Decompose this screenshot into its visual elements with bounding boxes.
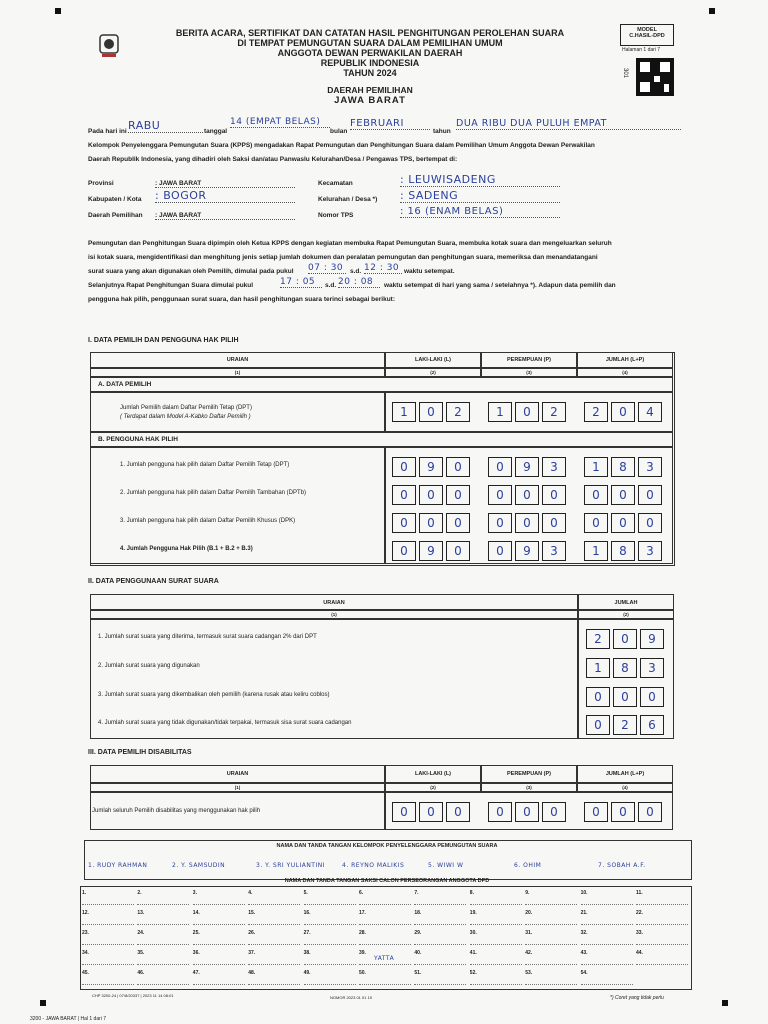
col-jumlah: JUMLAH xyxy=(614,600,638,606)
saksi-cell[interactable]: 40. xyxy=(414,950,466,965)
dpt-row-label: Jumlah Pemilih dalam Daftar Pemilih Tetap (DPT) xyxy=(120,405,252,411)
digit-box[interactable]: 0 xyxy=(488,513,512,533)
saksi-cell[interactable]: 1. xyxy=(82,890,134,905)
digit-box[interactable]: 0 xyxy=(611,802,635,822)
saksi-cell[interactable]: 39. xyxy=(359,950,411,965)
digit-box[interactable]: 0 xyxy=(446,457,470,477)
saksi-cell[interactable]: 42. xyxy=(525,950,577,965)
saksi-cell[interactable]: 20. xyxy=(525,910,577,925)
digit-box[interactable]: 0 xyxy=(392,513,416,533)
digit-box[interactable]: 0 xyxy=(446,513,470,533)
digit-box[interactable]: 0 xyxy=(392,541,416,561)
b1-digits[interactable] xyxy=(392,457,473,477)
col-uraian: URAIAN xyxy=(323,600,345,606)
saksi-cell[interactable]: 16. xyxy=(304,910,356,925)
col-number: (2) xyxy=(430,370,436,375)
month-label: bulan xyxy=(330,128,348,135)
b2-digits[interactable] xyxy=(392,485,473,505)
dapil-value: : JAWA BARAT xyxy=(155,212,295,220)
provinsi-value: : JAWA BARAT xyxy=(155,180,295,188)
saksi-cell[interactable]: 24. xyxy=(137,930,189,945)
digit-box[interactable]: 0 xyxy=(419,402,443,422)
digit-box[interactable]: 2 xyxy=(446,402,470,422)
digit-box[interactable]: 0 xyxy=(419,802,443,822)
saksi-cell[interactable]: 25. xyxy=(193,930,245,945)
kabupaten-value[interactable]: : BOGOR xyxy=(155,189,295,203)
saksi-cell[interactable]: 22. xyxy=(636,910,688,925)
intro-line xyxy=(88,117,688,139)
kpps-member-2: 2. Y. SAMSUDIN xyxy=(172,862,226,869)
procedure-text: waktu setempat. xyxy=(404,268,455,275)
start-time-2[interactable]: 17 : 05 xyxy=(280,277,322,288)
saksi-cell[interactable]: 33. xyxy=(636,930,688,945)
digit-box[interactable]: 0 xyxy=(586,687,610,707)
kelurahan-value[interactable]: : SADENG xyxy=(400,189,560,203)
kpps-member-4: 4. REYNO MALIKIS xyxy=(342,862,405,869)
digit-box[interactable]: 0 xyxy=(611,513,635,533)
col-perempuan: PEREMPUAN (P) xyxy=(506,771,551,777)
saksi-cell[interactable]: 18. xyxy=(414,910,466,925)
saksi-cell[interactable]: 36. xyxy=(193,950,245,965)
saksi-cell[interactable]: 28. xyxy=(359,930,411,945)
region-name: JAWA BARAT xyxy=(334,95,406,106)
subsection-b-title: B. PENGGUNA HAK PILIH xyxy=(98,436,178,443)
disabilitas-digits[interactable] xyxy=(584,802,665,822)
digit-box[interactable]: 0 xyxy=(515,402,539,422)
saksi-signature-35: YATTA xyxy=(374,955,395,962)
provinsi-label: Provinsi xyxy=(88,180,114,187)
saksi-cell[interactable]: 50. xyxy=(359,970,411,985)
b3-row-label: 3. Jumlah pengguna hak pilih dalam Daftar Pemilih Khusus (DPK) xyxy=(120,518,296,524)
saksi-cell[interactable]: 26. xyxy=(248,930,300,945)
saksi-cell[interactable]: 52. xyxy=(470,970,522,985)
saksi-cell[interactable]: 43. xyxy=(581,950,633,965)
saksi-cell[interactable]: 3. xyxy=(193,890,245,905)
kpps-title: NAMA DAN TANDA TANGAN KELOMPOK PENYELENGGARA PEMUNGUTAN SUARA xyxy=(276,843,498,849)
s2-row-label: 4. Jumlah surat suara yang tidak digunakan/tidak terpakai, termasuk sisa surat suara cadangan xyxy=(98,720,352,726)
digit-box[interactable]: 4 xyxy=(638,402,662,422)
end-time-1[interactable]: 12 : 30 xyxy=(364,263,402,274)
dapil-label: Daerah Pemilihan xyxy=(88,212,143,219)
b3-digits[interactable] xyxy=(488,513,569,533)
procedure-text: waktu setempat di hari yang sama / setelahnya *). Adapun data pemilih dan xyxy=(384,282,616,289)
corner-marker xyxy=(40,1000,46,1006)
kpps-member-1: 1. RUDY RAHMAN xyxy=(88,862,148,869)
tps-value[interactable]: : 16 (ENAM BELAS) xyxy=(400,206,560,218)
b3-digits[interactable] xyxy=(392,513,473,533)
saksi-cell[interactable]: 27. xyxy=(304,930,356,945)
col-uraian: URAIAN xyxy=(226,771,249,777)
digit-box[interactable]: 0 xyxy=(392,802,416,822)
col-number: (1) xyxy=(331,612,337,617)
digit-box[interactable]: 0 xyxy=(584,802,608,822)
saksi-cell[interactable]: 19. xyxy=(470,910,522,925)
col-number: (2) xyxy=(430,785,436,790)
digit-box[interactable]: 6 xyxy=(640,715,664,735)
col-laki: LAKI-LAKI (L) xyxy=(414,771,452,777)
digit-box[interactable]: 0 xyxy=(446,541,470,561)
b4-digits[interactable] xyxy=(584,541,665,561)
saksi-cell[interactable]: 38. xyxy=(304,950,356,965)
kpps-member-7: 7. SOBAH A.F. xyxy=(598,862,646,869)
saksi-cell[interactable]: 5. xyxy=(304,890,356,905)
dpt-digits[interactable] xyxy=(488,402,569,422)
col-number: (1) xyxy=(234,370,241,375)
day-value[interactable]: RABU xyxy=(128,119,203,133)
saksi-cell[interactable]: 44. xyxy=(636,950,688,965)
end-time-2[interactable]: 20 : 08 xyxy=(338,277,380,288)
col-perempuan: PEREMPUAN (P) xyxy=(506,357,551,363)
s2-digits[interactable] xyxy=(586,715,667,735)
saksi-cell[interactable]: 13. xyxy=(137,910,189,925)
disabilitas-row-label: Jumlah seluruh Pemilih disabilitas yang menggunakan hak pilih xyxy=(92,808,261,814)
kpu-logo-icon xyxy=(98,33,120,59)
procedure-text: isi kotak suara, mengidentifikasi dan menghitung jenis setiap jumlah dokumen dan peralatan pemungutan dan penghitungan suara, memeriksa dan menandatangani xyxy=(88,254,598,261)
digit-box[interactable]: 0 xyxy=(392,485,416,505)
b2-digits[interactable] xyxy=(488,485,569,505)
digit-box[interactable]: 9 xyxy=(515,457,539,477)
digit-box[interactable]: 2 xyxy=(542,402,566,422)
digit-box[interactable]: 0 xyxy=(419,485,443,505)
col-uraian: URAIAN xyxy=(226,357,249,363)
b1-digits[interactable] xyxy=(488,457,569,477)
saksi-cell[interactable]: 32. xyxy=(581,930,633,945)
month-value[interactable]: FEBRUARI xyxy=(350,118,430,130)
qr-code-icon xyxy=(636,58,674,96)
digit-box[interactable]: 1 xyxy=(584,457,608,477)
kpps-member-6: 6. OHIM xyxy=(514,862,542,869)
saksi-cell[interactable]: 10. xyxy=(581,890,633,905)
saksi-cell[interactable]: 15. xyxy=(248,910,300,925)
side-code: 301 xyxy=(622,67,629,79)
saksi-cell[interactable]: 37. xyxy=(248,950,300,965)
saksi-cell[interactable]: 7. xyxy=(414,890,466,905)
col-number: (2) xyxy=(623,612,629,617)
dpt-row-sub: ( Terdapat dalam Model A-Kabko Daftar Pemilih ) xyxy=(120,414,251,420)
digit-box[interactable]: 0 xyxy=(488,802,512,822)
s2-digits[interactable] xyxy=(586,629,667,649)
year-value[interactable]: DUA RIBU DUA PULUH EMPAT xyxy=(456,118,681,130)
intro-paragraph: Daerah Republik Indonesia, yang dihadiri oleh Saksi dan/atau Panwaslu Kelurahan/Desa / Pengawas TPS, bertempat di: xyxy=(88,156,458,163)
saksi-cell[interactable]: 14. xyxy=(193,910,245,925)
to-label: s.d. xyxy=(350,268,362,275)
digit-box[interactable]: 0 xyxy=(611,485,635,505)
s2-row-label: 1. Jumlah surat suara yang diterima, termasuk surat suara cadangan 2% dari DPT xyxy=(98,634,317,640)
b3-digits[interactable] xyxy=(584,513,665,533)
digit-box[interactable]: 0 xyxy=(515,513,539,533)
saksi-cell[interactable]: 49. xyxy=(304,970,356,985)
col-number: (4) xyxy=(622,370,628,375)
title-line: TAHUN 2024 xyxy=(343,68,397,78)
saksi-cell[interactable]: 23. xyxy=(82,930,134,945)
col-laki: LAKI-LAKI (L) xyxy=(414,357,452,363)
day-label: Pada hari ini xyxy=(88,128,127,135)
b1-digits[interactable] xyxy=(584,457,665,477)
saksi-cell[interactable]: 34. xyxy=(82,950,134,965)
digit-box[interactable]: 0 xyxy=(392,457,416,477)
digit-box[interactable]: 0 xyxy=(638,485,662,505)
saksi-cell[interactable]: 41. xyxy=(470,950,522,965)
digit-box[interactable]: 1 xyxy=(586,658,610,678)
digit-box[interactable]: 9 xyxy=(640,629,664,649)
digit-box[interactable]: 2 xyxy=(613,715,637,735)
digit-box[interactable]: 0 xyxy=(488,485,512,505)
saksi-cell[interactable]: 45. xyxy=(82,970,134,985)
page-info: Halaman 1 dari 7 xyxy=(622,47,661,53)
procedure-text: Pemungutan dan Penghitungan Suara dipimpin oleh Ketua KPPS dengan kegiatan membuka Rapat Pemungutan Suara, membuka kotak suara dan mengeluarkan seluruh xyxy=(88,240,612,247)
year-label: tahun xyxy=(433,128,451,135)
saksi-title: NAMA DAN TANDA TANGAN SAKSI CALON PERSEORANGAN ANGGOTA DPD xyxy=(284,878,490,884)
b2-row-label: 2. Jumlah pengguna hak pilih dalam Daftar Pemilih Tambahan (DPTb) xyxy=(120,490,306,496)
digit-box[interactable]: 0 xyxy=(488,457,512,477)
kpps-member-3: 3. Y. SRI YULIANTINI xyxy=(256,862,326,869)
saksi-cell[interactable]: 6. xyxy=(359,890,411,905)
saksi-cell[interactable]: 12. xyxy=(82,910,134,925)
digit-box[interactable]: 0 xyxy=(638,802,662,822)
saksi-cell[interactable]: 4. xyxy=(248,890,300,905)
saksi-cell[interactable]: 29. xyxy=(414,930,466,945)
digit-box[interactable]: 0 xyxy=(542,802,566,822)
b2-digits[interactable] xyxy=(584,485,665,505)
digit-box[interactable]: 9 xyxy=(515,541,539,561)
model-label: MODEL xyxy=(637,27,657,33)
model-code: C.HASIL-DPD xyxy=(629,33,665,39)
date-value[interactable]: 14 (EMPAT BELAS) xyxy=(230,117,330,128)
saksi-cell[interactable]: 53. xyxy=(525,970,577,985)
digit-box[interactable]: 0 xyxy=(542,485,566,505)
digit-box[interactable]: 0 xyxy=(488,541,512,561)
s2-row-label: 2. Jumlah surat suara yang digunakan xyxy=(98,663,200,669)
digit-box[interactable]: 0 xyxy=(586,715,610,735)
digit-box[interactable]: 0 xyxy=(638,513,662,533)
to-label: s.d. xyxy=(325,282,337,289)
disabilitas-digits[interactable] xyxy=(392,802,473,822)
title-line: DI TEMPAT PEMUNGUTAN SUARA DALAM PEMILIHAN UMUM xyxy=(237,38,503,48)
s2-digits[interactable] xyxy=(586,658,667,678)
footer-mid: NOMOR 2023 01 01 19 xyxy=(330,995,373,1000)
saksi-cell[interactable]: 17. xyxy=(359,910,411,925)
start-time-1[interactable]: 07 : 30 xyxy=(308,263,346,274)
corner-marker xyxy=(722,1000,728,1006)
title-line: BERITA ACARA, SERTIFIKAT DAN CATATAN HASIL PENGHITUNGAN PEROLEHAN SUARA xyxy=(175,28,565,38)
col-number: (3) xyxy=(526,370,532,375)
kecamatan-value[interactable]: : LEUWISADENG xyxy=(400,173,560,187)
digit-box[interactable]: 3 xyxy=(638,541,662,561)
digit-box[interactable]: 8 xyxy=(611,541,635,561)
saksi-cell[interactable]: 30. xyxy=(470,930,522,945)
title-line: ANGGOTA DEWAN PERWAKILAN DAERAH xyxy=(277,48,463,58)
region-label: DAERAH PEMILIHAN xyxy=(327,85,413,95)
saksi-cell[interactable]: 48. xyxy=(248,970,300,985)
saksi-cell[interactable]: 31. xyxy=(525,930,577,945)
section-2-title: II. DATA PENGGUNAAN SURAT SUARA xyxy=(88,578,219,585)
digit-box[interactable]: 0 xyxy=(542,513,566,533)
col-jumlah: JUMLAH (L+P) xyxy=(605,771,645,777)
digit-box[interactable]: 0 xyxy=(515,802,539,822)
saksi-cell[interactable]: 11. xyxy=(636,890,688,905)
procedure-text: Selanjutnya Rapat Penghitungan Suara dimulai pukul xyxy=(88,282,254,289)
section-3-title: III. DATA PEMILIH DISABILITAS xyxy=(88,749,192,756)
col-number: (1) xyxy=(234,785,241,790)
saksi-cell[interactable]: 2. xyxy=(137,890,189,905)
procedure-text: pengguna hak pilih, penggunaan surat suara, dan hasil penghitungan suara terinci sebagai berikut: xyxy=(88,296,395,303)
date-label: tanggal xyxy=(204,128,228,135)
col-number: (4) xyxy=(622,785,628,790)
dpt-digits[interactable] xyxy=(584,402,665,422)
saksi-cell[interactable]: 9. xyxy=(525,890,577,905)
digit-box[interactable]: 0 xyxy=(611,402,635,422)
col-number: (3) xyxy=(526,785,532,790)
digit-box[interactable]: 0 xyxy=(584,513,608,533)
digit-box[interactable]: 0 xyxy=(419,513,443,533)
procedure-text: surat suara yang akan digunakan oleh Pemilih, dimulai pada pukul xyxy=(88,268,294,275)
b1-row-label: 1. Jumlah pengguna hak pilih dalam Daftar Pemilih Tetap (DPT) xyxy=(120,462,290,468)
digit-box[interactable]: 9 xyxy=(419,457,443,477)
footer-left: CHP 3200-24 | 07/8/20337 | 2023 11 14 08:01 xyxy=(92,993,174,998)
saksi-cell[interactable]: 21. xyxy=(581,910,633,925)
s2-digits[interactable] xyxy=(586,687,667,707)
saksi-cell[interactable]: 47. xyxy=(193,970,245,985)
tps-label: Nomor TPS xyxy=(318,212,354,219)
digit-box[interactable]: 9 xyxy=(419,541,443,561)
digit-box[interactable]: 1 xyxy=(392,402,416,422)
s2-row-label: 3. Jumlah surat suara yang dikembalikan oleh pemilih (karena rusak atau keliru coblos) xyxy=(98,692,330,698)
digit-box[interactable]: 0 xyxy=(613,629,637,649)
footer-note: *) Coret yang tidak perlu xyxy=(610,995,664,1001)
digit-box[interactable]: 0 xyxy=(584,485,608,505)
digit-box[interactable]: 2 xyxy=(584,402,608,422)
title-line: REPUBLIK INDONESIA xyxy=(320,58,420,68)
digit-box[interactable]: 2 xyxy=(586,629,610,649)
b4-row-label: 4. Jumlah Pengguna Hak Pilih (B.1 + B.2 + B.3) xyxy=(120,546,253,552)
digit-box[interactable]: 3 xyxy=(638,457,662,477)
section-1-title: I. DATA PEMILIH DAN PENGGUNA HAK PILIH xyxy=(88,337,239,344)
b4-digits[interactable] xyxy=(488,541,569,561)
saksi-cell[interactable]: 54. xyxy=(581,970,633,985)
col-jumlah: JUMLAH (L+P) xyxy=(605,357,645,363)
digit-box[interactable]: 3 xyxy=(542,457,566,477)
digit-box[interactable]: 3 xyxy=(640,658,664,678)
kabupaten-label: Kabupaten / Kota xyxy=(88,196,142,203)
corner-marker xyxy=(55,8,61,14)
saksi-cell[interactable]: 46. xyxy=(137,970,189,985)
b4-digits[interactable] xyxy=(392,541,473,561)
digit-box[interactable]: 3 xyxy=(542,541,566,561)
digit-box[interactable]: 1 xyxy=(488,402,512,422)
digit-box[interactable]: 8 xyxy=(611,457,635,477)
subsection-a-title: A. DATA PEMILIH xyxy=(98,381,152,388)
digit-box[interactable]: 0 xyxy=(640,687,664,707)
model-box xyxy=(620,24,674,46)
dpt-digits[interactable] xyxy=(392,402,473,422)
kelurahan-label: Kelurahan / Desa *) xyxy=(318,196,378,203)
footer-bottom: 3200 - JAWA BARAT | Hal 1 dari 7 xyxy=(30,1016,107,1022)
digit-box[interactable]: 0 xyxy=(515,485,539,505)
saksi-cell[interactable]: 51. xyxy=(414,970,466,985)
kecamatan-label: Kecamatan xyxy=(318,180,353,187)
kpps-member-5: 5. WIWI W xyxy=(428,862,464,869)
saksi-cell[interactable]: 8. xyxy=(470,890,522,905)
intro-paragraph: Kelompok Penyelenggara Pemungutan Suara (KPPS) mengadakan Rapat Pemungutan dan Penghitungan Suara dalam Pemilihan Umum Anggota Dewan Perwakilan xyxy=(88,142,595,149)
disabilitas-digits[interactable] xyxy=(488,802,569,822)
digit-box[interactable]: 1 xyxy=(584,541,608,561)
digit-box[interactable]: 0 xyxy=(446,485,470,505)
saksi-cell[interactable]: 35. xyxy=(137,950,189,965)
digit-box[interactable]: 0 xyxy=(613,687,637,707)
digit-box[interactable]: 8 xyxy=(613,658,637,678)
corner-marker xyxy=(709,8,715,14)
digit-box[interactable]: 0 xyxy=(446,802,470,822)
